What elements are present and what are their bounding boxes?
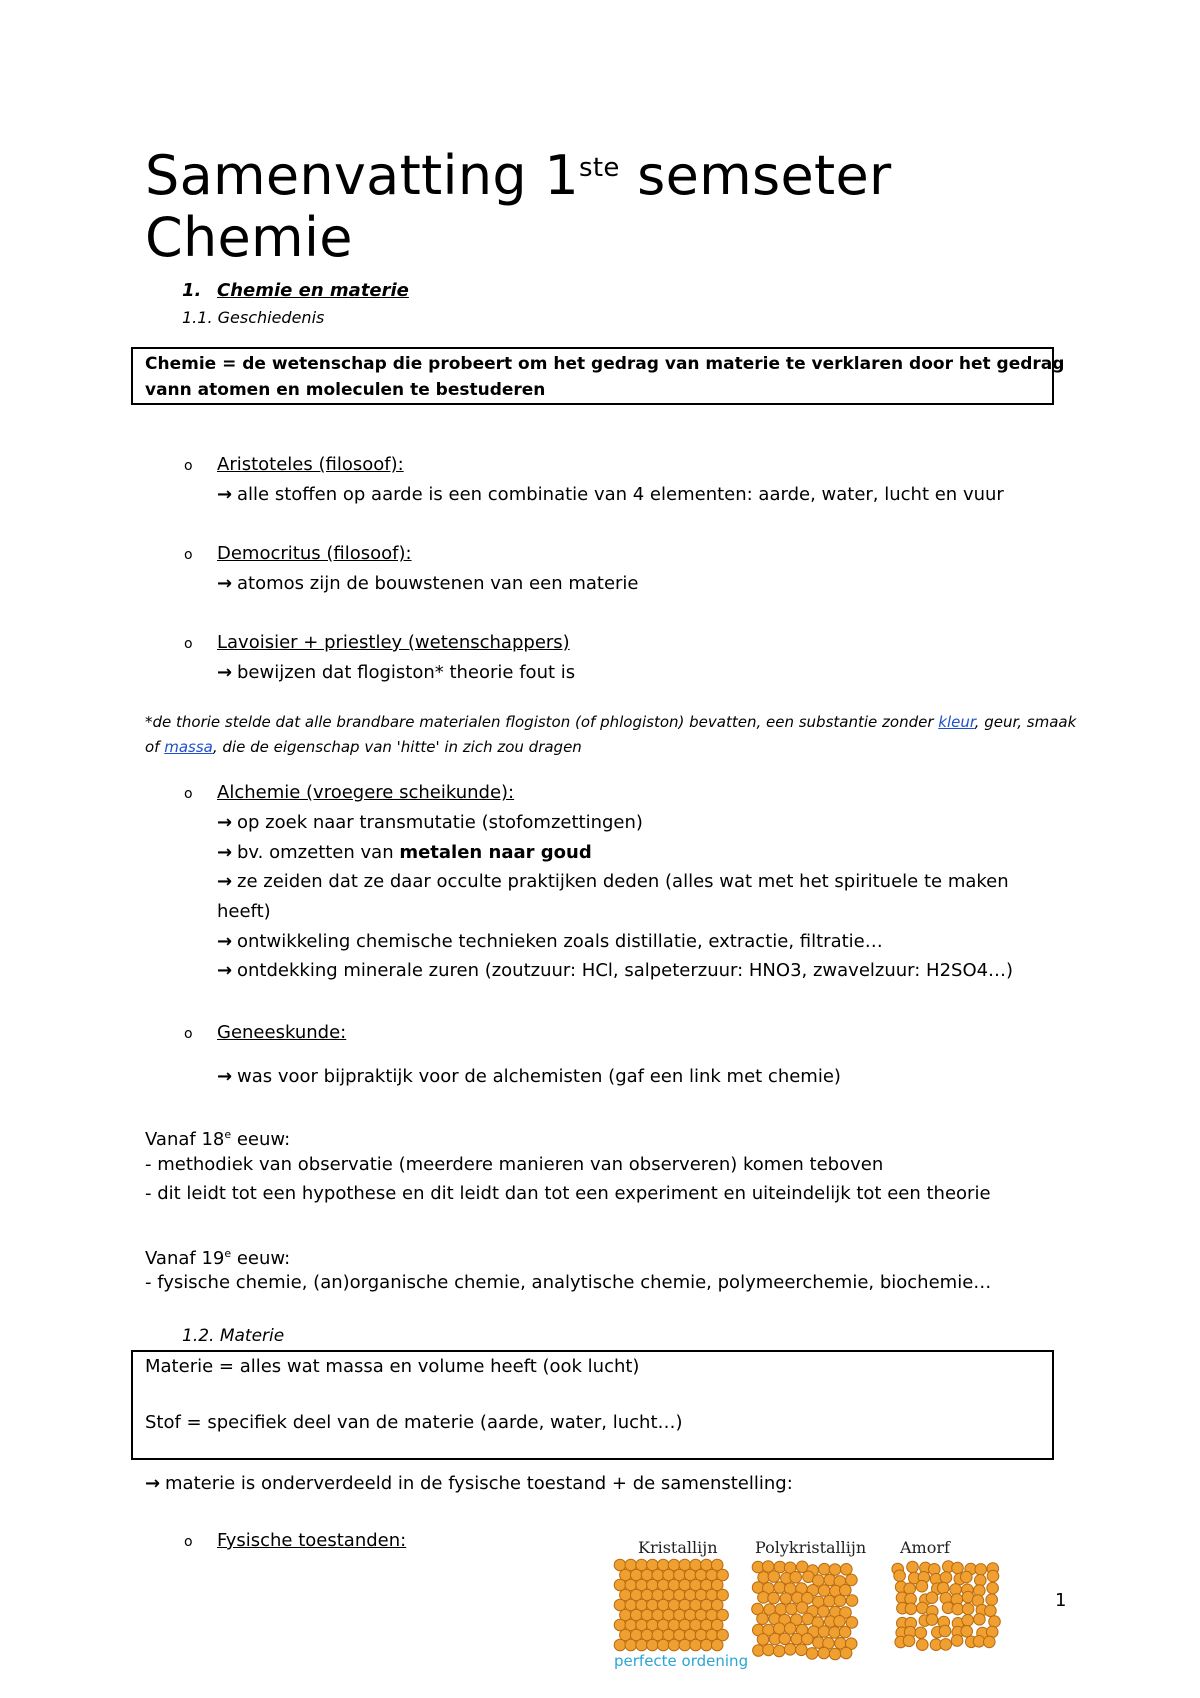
sphere — [905, 1603, 917, 1615]
arrow-icon: → — [217, 842, 233, 863]
sphere — [779, 1633, 791, 1645]
arrow-icon: → — [217, 960, 233, 981]
sphere — [625, 1639, 637, 1651]
alchemie-point: → ontwikkeling chemische technieken zoals distillatie, extractie, filtratie… — [217, 931, 883, 952]
democritus-point: → atomos zijn de bouwstenen van een materie — [217, 573, 639, 594]
sphere — [926, 1614, 938, 1626]
sphere — [796, 1602, 808, 1614]
sphere — [846, 1574, 858, 1586]
sphere — [951, 1635, 963, 1647]
sphere — [840, 1647, 852, 1659]
sphere — [975, 1564, 987, 1576]
sphere — [774, 1623, 786, 1635]
century19-line: - fysische chemie, (an)organische chemie, analytische chemie, polymeerchemie, biochemie… — [145, 1272, 992, 1293]
arrow-icon: → — [217, 812, 233, 833]
sphere — [829, 1648, 841, 1660]
sphere — [768, 1571, 780, 1583]
sphere — [987, 1582, 999, 1594]
sphere — [975, 1575, 987, 1587]
aristoteles-heading: Aristoteles (filosoof): — [217, 454, 404, 475]
sphere — [647, 1639, 659, 1651]
sphere — [952, 1603, 964, 1615]
subsection-heading: 1.1. Geschiedenis — [182, 308, 325, 327]
alchemie-point-cont: heeft) — [217, 901, 271, 922]
definition-line1: Chemie = de wetenschap die probeert om het gedrag van materie te verklaren door het gedrag — [145, 354, 1065, 374]
arrow-icon: → — [217, 1066, 233, 1087]
sphere — [711, 1639, 723, 1651]
sphere — [819, 1563, 831, 1575]
sphere — [784, 1623, 796, 1635]
century18-line: - methodiek van observatie (meerdere manieren van observeren) komen teboven — [145, 1154, 884, 1175]
label-kristallijn: Kristallijn — [638, 1538, 718, 1557]
century18-heading: Vanaf 18e eeuw: — [145, 1128, 291, 1150]
sphere — [757, 1634, 769, 1646]
sphere — [974, 1614, 986, 1626]
arrow-icon: → — [145, 1473, 161, 1494]
sphere — [818, 1647, 830, 1659]
stof-definition: Stof = specifiek deel van de materie (aarde, water, lucht…) — [145, 1412, 683, 1433]
sphere — [940, 1639, 952, 1651]
sphere — [829, 1627, 841, 1639]
sphere — [916, 1580, 928, 1592]
sphere — [894, 1570, 906, 1582]
arrow-icon: → — [217, 484, 233, 505]
aristoteles-point: → alle stoffen op aarde is een combinatie van 4 elementen: aarde, water, lucht en vuur — [217, 484, 1004, 505]
arrow-icon: → — [217, 931, 233, 952]
sphere — [668, 1639, 680, 1651]
geneeskunde-point: → was voor bijpraktijk voor de alchemisten (gaf een link met chemie) — [217, 1066, 841, 1087]
sphere — [962, 1615, 974, 1627]
page-title: Samenvatting 1ste semseter — [145, 144, 892, 207]
century19-heading: Vanaf 19e eeuw: — [145, 1247, 291, 1269]
figure-caption: perfecte ordening — [614, 1652, 749, 1670]
alchemie-point: → ontdekking minerale zuren (zoutzuur: HCl, salpeterzuur: HNO3, zwavelzuur: H2SO4…) — [217, 960, 1014, 981]
alchemie-heading: Alchemie (vroegere scheikunde): — [217, 782, 515, 803]
sphere — [846, 1595, 858, 1607]
sphere — [841, 1564, 853, 1576]
arrow-icon: → — [217, 871, 233, 892]
sphere — [915, 1627, 927, 1639]
label-polykristallijn: Polykristallijn — [755, 1538, 867, 1557]
sphere — [802, 1633, 814, 1645]
link-kleur[interactable]: kleur — [938, 713, 975, 731]
alchemie-point: → op zoek naar transmutatie (stofomzettingen) — [217, 812, 643, 833]
section-number: 1. — [182, 280, 202, 301]
bullet-marker: o — [184, 786, 193, 802]
sphere — [614, 1639, 626, 1651]
sphere — [774, 1582, 786, 1594]
page-number: 1 — [1055, 1590, 1067, 1611]
sphere — [839, 1626, 851, 1638]
sphere — [657, 1639, 669, 1651]
bullet-marker: o — [184, 636, 193, 652]
kristallijn-spheres — [614, 1559, 728, 1651]
sphere — [961, 1626, 973, 1638]
sphere — [985, 1605, 997, 1617]
amorf-spheres — [892, 1561, 1000, 1651]
sphere — [806, 1648, 818, 1660]
sphere — [786, 1603, 798, 1615]
sphere — [796, 1561, 808, 1573]
sphere — [763, 1644, 775, 1656]
sphere — [679, 1639, 691, 1651]
materie-definition: Materie = alles wat massa en volume heeft (ook lucht) — [145, 1356, 640, 1377]
sphere — [987, 1570, 999, 1582]
alchemie-point: → ze zeiden dat ze daar occulte praktijken deden (alles wat met het spirituele te maken — [217, 871, 1009, 892]
sphere — [986, 1594, 998, 1606]
lavoisier-point: → bewijzen dat flogiston* theorie fout is — [217, 662, 576, 683]
sphere — [939, 1625, 951, 1637]
sphere — [834, 1595, 846, 1607]
sphere — [636, 1639, 648, 1651]
sphere — [818, 1585, 830, 1597]
bullet-marker: o — [184, 1026, 193, 1042]
alchemie-point: → bv. omzetten van metalen naar goud — [217, 842, 592, 863]
sphere — [829, 1564, 841, 1576]
fysische-heading: Fysische toestanden: — [217, 1530, 407, 1551]
arrow-icon: → — [217, 662, 233, 683]
sphere — [962, 1603, 974, 1615]
bullet-marker: o — [184, 1534, 193, 1550]
crystal-structure-figure — [610, 1535, 1020, 1670]
sphere — [780, 1593, 792, 1605]
sphere — [784, 1644, 796, 1656]
bullet-marker: o — [184, 458, 193, 474]
sphere — [824, 1595, 836, 1607]
sphere — [903, 1635, 915, 1647]
democritus-heading: Democritus (filosoof): — [217, 543, 412, 564]
polykristallijn-spheres — [752, 1561, 858, 1660]
lavoisier-heading: Lavoisier + priestley (wetenschappers) — [217, 632, 570, 653]
sphere — [926, 1592, 938, 1604]
sphere — [952, 1562, 964, 1574]
sphere — [790, 1572, 802, 1584]
sphere — [834, 1616, 846, 1628]
sphere — [796, 1644, 808, 1656]
sphere — [961, 1571, 973, 1583]
sphere — [791, 1633, 803, 1645]
sphere — [840, 1584, 852, 1596]
label-amorf: Amorf — [900, 1538, 950, 1557]
definition-line2: vann atomen en moleculen te bestuderen — [145, 380, 546, 400]
sphere — [984, 1636, 996, 1648]
footnote-line1: *de thorie stelde dat alle brandbare materialen flogiston (of phlogiston) bevatten, een substantie zonder kleur, geur, smaak — [145, 713, 1077, 731]
link-massa[interactable]: massa — [164, 738, 213, 756]
sphere — [989, 1616, 1001, 1628]
bullet-marker: o — [184, 547, 193, 563]
section-heading: Chemie en materie — [217, 280, 409, 301]
sphere — [773, 1645, 785, 1657]
sphere — [690, 1639, 702, 1651]
sphere — [917, 1639, 929, 1651]
geneeskunde-heading: Geneeskunde: — [217, 1022, 347, 1043]
century18-line: - dit leidt tot een hypothese en dit leidt dan tot een experiment en uiteindelijk tot een theorie — [145, 1183, 991, 1204]
sphere — [818, 1606, 830, 1618]
page-title-line2: Chemie — [145, 206, 353, 269]
arrow-icon: → — [217, 573, 233, 594]
sphere — [907, 1561, 919, 1573]
sphere — [701, 1639, 713, 1651]
sphere — [940, 1572, 952, 1584]
sphere — [768, 1592, 780, 1604]
sphere — [757, 1613, 769, 1625]
materie-note: → materie is onderverdeeld in de fysische toestand + de samenstelling: — [145, 1473, 793, 1494]
subsection-heading: 1.2. Materie — [182, 1326, 285, 1346]
footnote-line2: of massa, die de eigenschap van 'hitte' in zich zou dragen — [145, 738, 582, 756]
sphere — [818, 1626, 830, 1638]
